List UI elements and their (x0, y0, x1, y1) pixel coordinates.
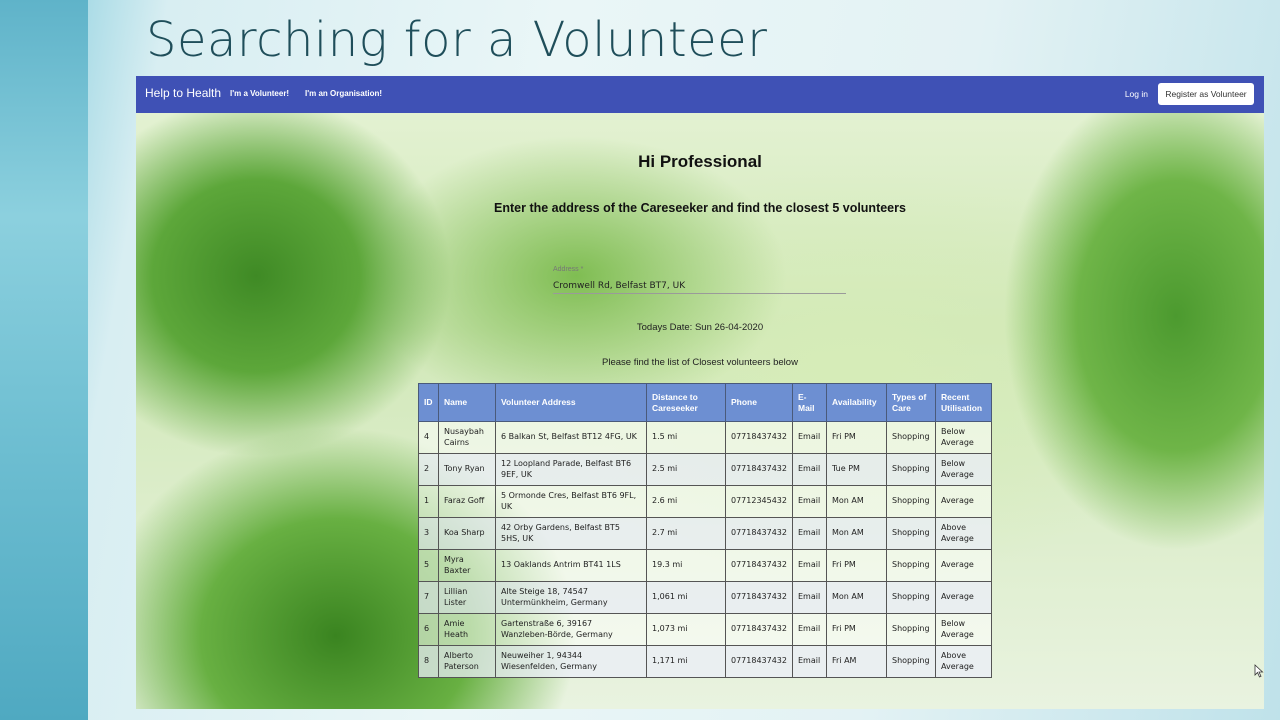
table-row (419, 422, 992, 454)
cell-distance: 1.5 mi (647, 422, 726, 454)
cell-availability: Fri PM (827, 614, 887, 646)
table-row (419, 614, 992, 646)
cell-name: Faraz Goff (439, 486, 496, 518)
cell-email[interactable]: Email (793, 646, 827, 678)
cell-email[interactable]: Email (793, 614, 827, 646)
cell-phone: 07712345432 (726, 486, 793, 518)
cell-recent-utilisation: Below Average (936, 454, 992, 486)
login-link[interactable]: Log in (1124, 89, 1148, 99)
cell-name: Amie Heath (439, 614, 496, 646)
cell-availability: Fri PM (827, 422, 887, 454)
cell-email[interactable]: Email (793, 518, 827, 550)
instruction-text: Enter the address of the Careseeker and find the closest 5 volunteers (494, 201, 906, 215)
cell-types-of-care: Shopping (887, 422, 936, 454)
cell-phone: 07718437432 (726, 454, 793, 486)
cell-id: 2 (419, 454, 439, 486)
todays-date: Todays Date: Sun 26-04-2020 (636, 322, 764, 333)
cell-types-of-care: Shopping (887, 518, 936, 550)
cell-id: 5 (419, 550, 439, 582)
cell-address: 12 Loopland Parade, Belfast BT6 9EF, UK (496, 454, 647, 486)
cell-name: Myra Baxter (439, 550, 496, 582)
cell-address: 42 Orby Gardens, Belfast BT5 5HS, UK (496, 518, 647, 550)
cell-email[interactable]: Email (793, 422, 827, 454)
header-name: Name (439, 384, 496, 422)
header-email: E-Mail (793, 384, 827, 422)
cell-types-of-care: Shopping (887, 454, 936, 486)
cell-id: 4 (419, 422, 439, 454)
list-caption: Please find the list of Closest volunteers below (602, 357, 798, 368)
cell-types-of-care: Shopping (887, 550, 936, 582)
cell-phone: 07718437432 (726, 518, 793, 550)
cell-types-of-care: Shopping (887, 486, 936, 518)
cell-distance: 2.5 mi (647, 454, 726, 486)
cell-distance: 2.7 mi (647, 518, 726, 550)
cell-address: Gartenstraße 6, 39167 Wanzleben-Börde, Germany (496, 614, 647, 646)
cell-address: 5 Ormonde Cres, Belfast BT6 9FL, UK (496, 486, 647, 518)
browser-app-view (136, 76, 1264, 709)
brand-link[interactable]: Help to Health (145, 86, 222, 100)
cell-name: Alberto Paterson (439, 646, 496, 678)
cell-availability: Mon AM (827, 518, 887, 550)
header-recent-utilisation: Recent Utilisation (936, 384, 992, 422)
cell-phone: 07718437432 (726, 646, 793, 678)
header-id: ID (419, 384, 439, 422)
nav-link-volunteer[interactable]: I'm a Volunteer! (230, 89, 290, 98)
cell-name: Koa Sharp (439, 518, 496, 550)
cell-availability: Fri PM (827, 550, 887, 582)
cell-phone: 07718437432 (726, 614, 793, 646)
cell-id: 8 (419, 646, 439, 678)
header-availability: Availability (827, 384, 887, 422)
table-row (419, 582, 992, 614)
header-address: Volunteer Address (496, 384, 647, 422)
cell-address: 13 Oaklands Antrim BT41 1LS (496, 550, 647, 582)
cell-availability: Mon AM (827, 486, 887, 518)
cell-email[interactable]: Email (793, 550, 827, 582)
table-row (419, 646, 992, 678)
cell-phone: 07718437432 (726, 422, 793, 454)
cell-address: Alte Steige 18, 74547 Untermünkheim, Germany (496, 582, 647, 614)
cell-id: 6 (419, 614, 439, 646)
cell-distance: 19.3 mi (647, 550, 726, 582)
cell-id: 1 (419, 486, 439, 518)
header-types-of-care: Types of Care (887, 384, 936, 422)
greeting-heading: Hi Professional (638, 152, 762, 171)
cell-distance: 1,061 mi (647, 582, 726, 614)
header-phone: Phone (726, 384, 793, 422)
nav-link-organisation[interactable]: I'm an Organisation! (305, 89, 383, 98)
cell-recent-utilisation: Average (936, 550, 992, 582)
cell-recent-utilisation: Above Average (936, 518, 992, 550)
cell-email[interactable]: Email (793, 486, 827, 518)
table-row (419, 454, 992, 486)
cell-distance: 2.6 mi (647, 486, 726, 518)
table-row (419, 486, 992, 518)
cell-types-of-care: Shopping (887, 614, 936, 646)
cell-name: Lillian Lister (439, 582, 496, 614)
cell-email[interactable]: Email (793, 582, 827, 614)
header-distance: Distance to Careseeker (647, 384, 726, 422)
cell-name: Nusaybah Cairns (439, 422, 496, 454)
table-row (419, 550, 992, 582)
cell-recent-utilisation: Below Average (936, 422, 992, 454)
cell-email[interactable]: Email (793, 454, 827, 486)
cell-phone: 07718437432 (726, 550, 793, 582)
cell-phone: 07718437432 (726, 582, 793, 614)
mouse-cursor-icon (1254, 664, 1264, 678)
cell-recent-utilisation: Above Average (936, 646, 992, 678)
cell-availability: Mon AM (827, 582, 887, 614)
cell-name: Tony Ryan (439, 454, 496, 486)
slide-background-band (0, 0, 88, 720)
table-row (419, 518, 992, 550)
cell-types-of-care: Shopping (887, 646, 936, 678)
cell-id: 7 (419, 582, 439, 614)
cell-recent-utilisation: Average (936, 582, 992, 614)
address-label: Address * (553, 266, 584, 273)
cell-recent-utilisation: Below Average (936, 614, 992, 646)
cell-availability: Fri AM (827, 646, 887, 678)
volunteers-table (418, 383, 992, 678)
navbar (136, 76, 1264, 113)
slide-title: Searching for a Volunteer (146, 12, 768, 68)
cell-id: 3 (419, 518, 439, 550)
table-header-row (419, 384, 992, 422)
cell-distance: 1,171 mi (647, 646, 726, 678)
address-input[interactable] (553, 279, 846, 294)
cell-recent-utilisation: Average (936, 486, 992, 518)
register-volunteer-button[interactable]: Register as Volunteer (1158, 83, 1254, 105)
cell-availability: Tue PM (827, 454, 887, 486)
cell-address: Neuweiher 1, 94344 Wiesenfelden, Germany (496, 646, 647, 678)
cell-distance: 1,073 mi (647, 614, 726, 646)
volunteers-table-body (419, 422, 992, 678)
cell-address: 6 Balkan St, Belfast BT12 4FG, UK (496, 422, 647, 454)
cell-types-of-care: Shopping (887, 582, 936, 614)
